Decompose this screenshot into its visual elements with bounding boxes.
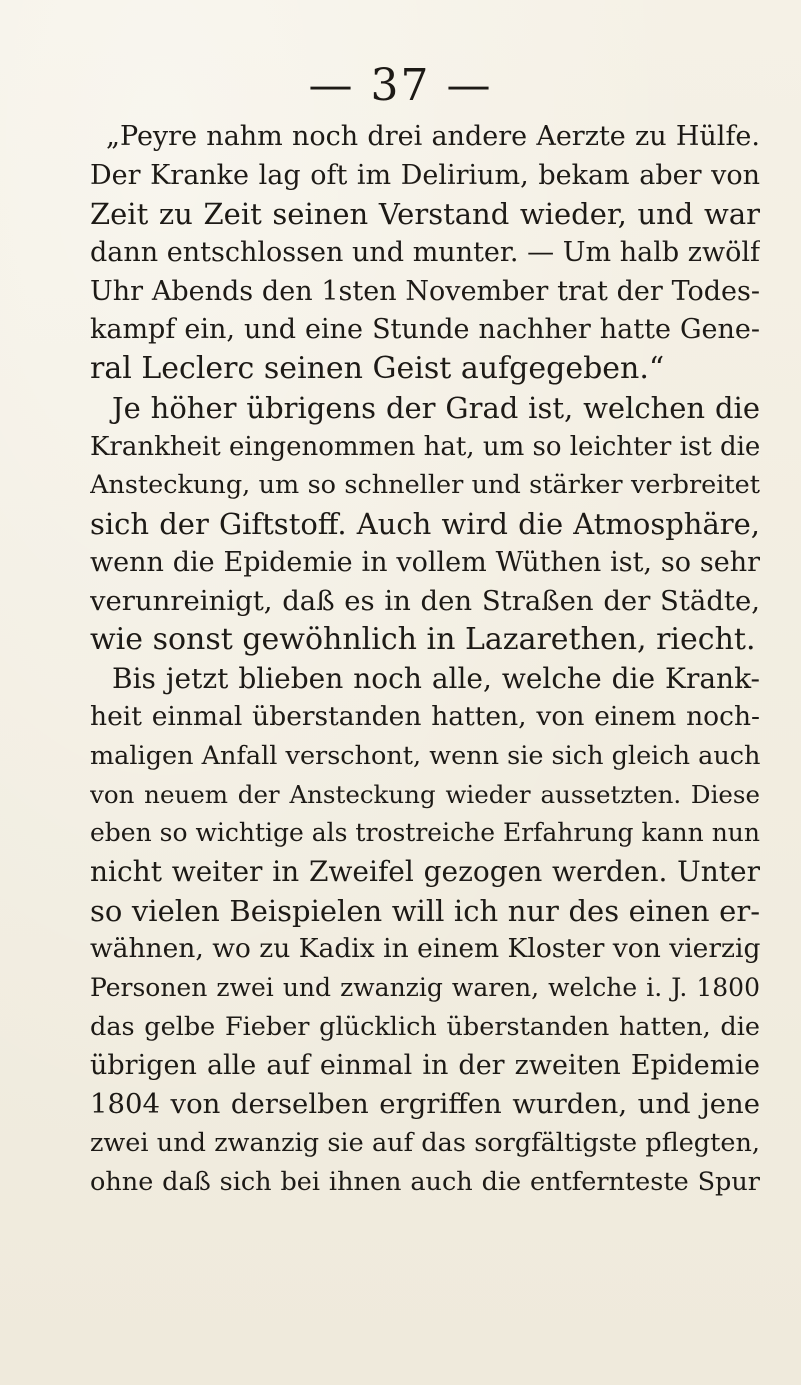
- body-text: [90, 118, 760, 1201]
- text-line: 1804 von derselben ergriffen wurden, und jene: [90, 1088, 760, 1121]
- text-line: wenn die Epidemie in vollem Wüthen ist, so sehr: [90, 546, 760, 578]
- text-line: „Peyre nahm noch drei andere Aerzte zu Hülfe.: [106, 121, 760, 152]
- text-line: zwei und zwanzig sie auf das sorgfältigste pflegten,: [90, 1127, 760, 1158]
- text-line: Je höher übrigens der Grad ist, welchen die: [112, 390, 760, 425]
- text-line: Personen zwei und zwanzig waren, welche i. J. 1800: [90, 973, 760, 1003]
- text-line: ohne daß sich bei ihnen auch die entfernteste Spur: [90, 1166, 760, 1197]
- text-line: Krankheit eingenommen hat, um so leichter ist die: [90, 431, 760, 462]
- text-line: sich der Giftstoff. Auch wird die Atmosphäre,: [90, 506, 760, 541]
- text-line: maligen Anfall verschont, wenn sie sich gleich auch: [90, 741, 760, 771]
- text-line: Ansteckung, um so schneller und stärker verbreitet: [90, 470, 760, 501]
- text-line: nicht weiter in Zweifel gezogen werden. Unter: [90, 855, 760, 889]
- text-line: wähnen, wo zu Kadix in einem Kloster von vierzig: [90, 933, 760, 965]
- text-line: übrigen alle auf einmal in der zweiten Epidemie: [90, 1049, 760, 1081]
- text-line: das gelbe Fieber glücklich überstanden hatten, die: [90, 1011, 760, 1042]
- text-line: Uhr Abends den 1sten November trat der Todes-: [90, 275, 760, 307]
- text-line: von neuem der Ansteckung wieder aussetzten. Diese: [90, 779, 760, 809]
- text-line: dann entschlossen und munter. — Um halb zwölf: [90, 237, 760, 269]
- text-line: so vielen Beispielen will ich nur des einen er-: [90, 893, 760, 928]
- text-line: Bis jetzt blieben noch alle, welche die Krank-: [112, 661, 760, 695]
- text-line: ral Leclerc seinen Geist aufgegeben.“: [90, 351, 665, 387]
- page-number: — 37 —: [308, 60, 493, 111]
- text-line: wie sonst gewöhnlich in Lazarethen, riecht.: [90, 621, 756, 657]
- text-line: heit einmal überstanden hatten, von einem noch-: [90, 701, 760, 733]
- text-line: eben so wichtige als trostreiche Erfahrung kann nun: [90, 818, 760, 848]
- text-line: verunreinigt, daß es in den Straßen der Städte,: [90, 585, 760, 618]
- text-line: kampf ein, und eine Stunde nachher hatte Gene-: [90, 314, 760, 346]
- text-line: Der Kranke lag oft im Delirium, bekam aber von: [90, 159, 760, 191]
- text-line: Zeit zu Zeit seinen Verstand wieder, und war: [90, 197, 760, 232]
